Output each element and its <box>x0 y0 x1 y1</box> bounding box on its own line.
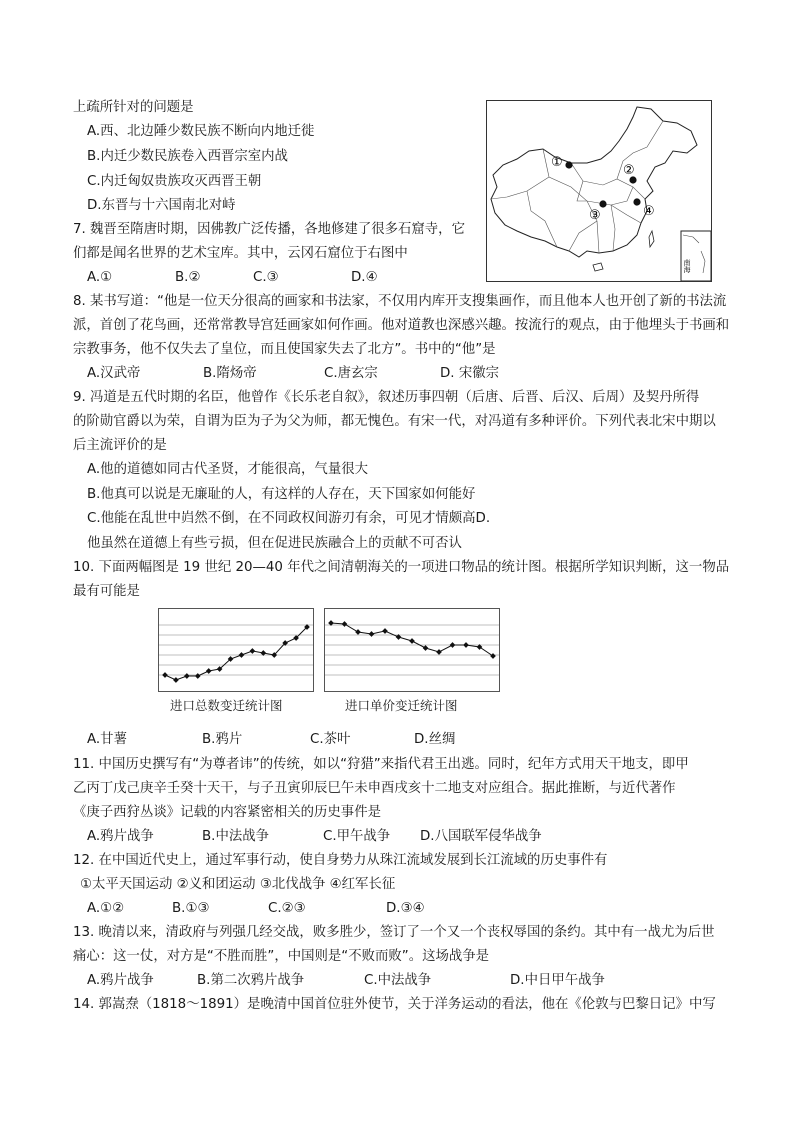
q11-option-a: A.鸦片战争 <box>87 829 154 844</box>
q8-option-a: A.汉武帝 <box>87 366 141 381</box>
q13-line1: 13. 晚清以来，清政府与列强几经交战，败多胜少，签订了一个又一个丧权辱国的条约。其中有一战尤为后世 <box>73 925 715 940</box>
q6-stem-tail: 上疏所针对的问题是 <box>73 100 194 115</box>
q11-option-d: D.八国联军侵华战争 <box>420 829 542 844</box>
chart-import-volume-point-3 <box>184 673 190 679</box>
chart-unit-price-point-9 <box>436 649 442 655</box>
q11-line2: 乙丙丁戊己庚辛壬癸十天干，与子丑寅卯辰巳午未申酉戌亥十二地支对应组合。据此推断，与近代著作 <box>73 781 676 796</box>
chart-unit-price-point-10 <box>450 642 456 648</box>
q7-line1: 7. 魏晋至隋唐时期，因佛教广泛传播，各地修建了很多石窟寺，它 <box>73 222 465 237</box>
q6-option-c: C.内迁匈奴贵族攻灭西晋王朝 <box>87 174 262 189</box>
marker-dot-4 <box>633 198 640 205</box>
chart-unit-price-svg <box>325 609 499 691</box>
south-sea-inset <box>681 231 711 281</box>
south-sea-label: 南海 <box>683 259 691 273</box>
q13-option-c: C.中法战争 <box>364 973 432 988</box>
china-map <box>486 100 712 282</box>
q11-option-b: B.中法战争 <box>202 829 270 844</box>
hainan-island <box>593 263 603 271</box>
q10-line1: 10. 下面两幅图是 19 世纪 20—40 年代之间清朝海关的一项进口物品的统计图。根据所学知识判断，这一物品 <box>73 560 730 575</box>
chart-unit-price-point-5 <box>382 628 388 634</box>
marker-label-3: ③ <box>589 208 601 223</box>
q6-option-b: B.内迁少数民族卷入西晋宗室内战 <box>87 149 288 164</box>
china-outline <box>491 107 697 257</box>
marker-label-4: ④ <box>643 204 655 219</box>
chart-import-volume-title: 进口总数变迁统计图 <box>170 698 283 713</box>
q9-line2: 的阶勋官爵以为荣，自谓为臣为子为父为师，都无愧色。有宋一代，对冯道有多种评价。下列代表北宋中期以 <box>73 414 716 429</box>
q8-line3: 宗教事务，他不仅失去了皇位，而且使国家失去了北方”。书中的“他”是 <box>73 342 496 357</box>
q12-option-d: D.③④ <box>386 901 425 916</box>
chart-unit-price-point-7 <box>409 638 415 644</box>
chart-import-volume-point-5 <box>206 668 212 674</box>
q12-line1: 12. 在中国近代史上，通过军事行动，使自身势力从珠江流域发展到长江流域的历史事件有 <box>73 853 608 868</box>
chart-unit-price-point-13 <box>490 653 496 659</box>
chart-unit-price-point-11 <box>463 642 469 648</box>
q14-line1: 14. 郭嵩焘（1818～1891）是晚清中国首位驻外使节，关于洋务运动的看法，他在《伦敦与巴黎日记》中写 <box>73 997 716 1012</box>
q11-option-c: C.甲午战争 <box>323 829 391 844</box>
q8-option-c: C.唐玄宗 <box>324 366 378 381</box>
q7-line2: 们都是闻名世界的艺术宝库。其中，云冈石窟位于右图中 <box>73 246 408 261</box>
chart-unit-price-point-8 <box>423 645 429 651</box>
q10-line2: 最有可能是 <box>73 584 140 599</box>
q13-option-b: B.第二次鸦片战争 <box>197 973 305 988</box>
q9-option-a: A.他的道德如同古代圣贤，才能很高，气量很大 <box>87 462 368 477</box>
chart-unit-price-point-2 <box>342 621 348 627</box>
taiwan-island <box>649 231 654 247</box>
q8-line2: 派，首创了花鸟画，还常常教导宫廷画家如何作画。他对道教也深感兴趣。按流行的观点，由于他埋头于书画和 <box>73 318 730 333</box>
q8-option-b: B.隋炀帝 <box>203 366 257 381</box>
q13-line2: 痛心：这一仗，对方是“不胜而胜”，中国则是“不败而败”。这场战争是 <box>73 949 490 964</box>
q9-option-c: C.他能在乱世中岿然不倒，在不同政权间游刃有余，可见才情颇高D. <box>87 511 491 526</box>
chart-unit-price <box>324 608 500 692</box>
q12-items: ①太平天国运动 ②义和团运动 ③北伐战争 ④红军长征 <box>80 877 396 892</box>
chart-unit-price-title: 进口单价变迁统计图 <box>345 698 458 713</box>
chart-unit-price-point-4 <box>369 631 375 637</box>
q7-option-b: B.② <box>175 270 201 285</box>
q13-option-d: D.中日甲午战争 <box>510 973 605 988</box>
q11-line1: 11. 中国历史撰写有“为尊者讳”的传统，如以“狩猎”来指代君王出逃。同时，纪年方式用天干地支，即甲 <box>73 757 689 772</box>
q10-option-c: C.茶叶 <box>310 732 351 747</box>
q12-option-c: C.②③ <box>268 901 306 916</box>
q8-line1: 8. 某书写道：“他是一位天分很高的画家和书法家，不仅用内库开支搜集画作，而且他本人也开创了新的书法流 <box>73 294 727 309</box>
chart-import-volume-point-4 <box>195 673 201 679</box>
q9-option-d: 他虽然在道德上有些亏损，但在促进民族融合上的贡献不可否认 <box>87 536 462 551</box>
q12-option-b: B.①③ <box>172 901 210 916</box>
q9-line1: 9. 冯道是五代时期的名臣，他曾作《长乐老自叙》，叙述历事四朝（后唐、后晋、后汉、后周）及契丹所得 <box>73 390 700 405</box>
china-map-drawing <box>487 101 711 281</box>
q6-option-d: D.东晋与十六国南北对峙 <box>87 198 236 213</box>
marker-label-2: ② <box>623 163 635 178</box>
chart-import-volume <box>158 608 314 692</box>
q13-option-a: A.鸦片战争 <box>87 973 154 988</box>
q10-option-a: A.甘薯 <box>87 732 127 747</box>
q6-option-a: A.西、北边陲少数民族不断向内地迁徙 <box>87 124 315 139</box>
chart-import-volume-svg <box>159 609 313 691</box>
chart-import-volume-point-9 <box>250 648 256 654</box>
q9-option-b: B.他真可以说是无廉耻的人，有这样的人存在，天下国家如何能好 <box>87 487 476 502</box>
q10-option-d: D.丝绸 <box>414 732 456 747</box>
chart-import-volume-point-8 <box>239 652 245 658</box>
q11-line3: 《庚子西狩丛谈》记载的内容紧密相关的历史事件是 <box>73 805 381 820</box>
chart-import-volume-point-1 <box>162 672 168 678</box>
chart-import-volume-point-2 <box>173 677 179 683</box>
chart-unit-price-point-3 <box>355 629 361 635</box>
q9-line3: 后主流评价的是 <box>73 438 167 453</box>
q7-option-c: C.③ <box>253 270 279 285</box>
marker-dot-3 <box>599 200 606 207</box>
q8-option-d: D. 宋徽宗 <box>440 366 499 381</box>
q7-option-a: A.① <box>87 270 113 285</box>
q12-option-a: A.①② <box>87 901 125 916</box>
q7-option-d: D.④ <box>351 270 378 285</box>
q10-option-b: B.鸦片 <box>202 732 243 747</box>
marker-dot-1 <box>565 161 572 168</box>
marker-label-1: ① <box>551 155 563 170</box>
